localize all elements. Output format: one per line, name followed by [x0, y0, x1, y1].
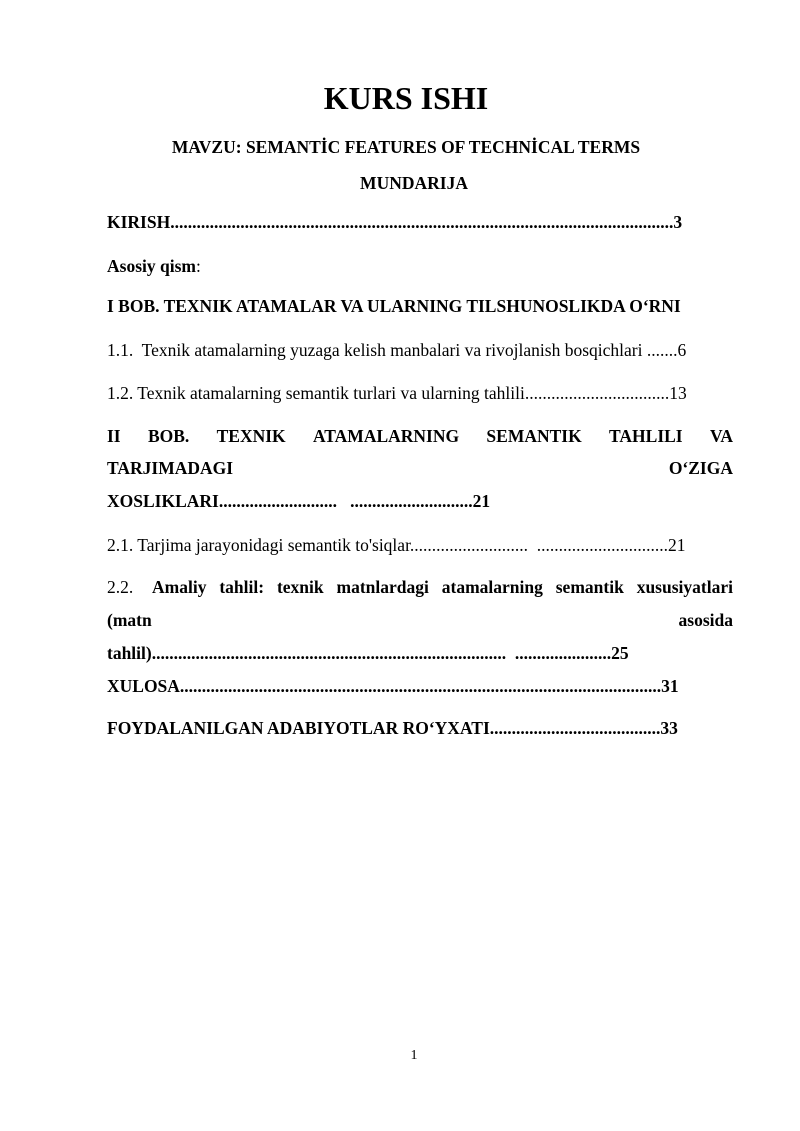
- toc-word: (matn: [107, 610, 152, 630]
- toc-chapter-2-line-3: XOSLIKLARI........................... ............................21: [107, 491, 491, 511]
- toc-word: xususiyatlari: [636, 577, 733, 597]
- toc-section-2-2-number: 2.2.: [107, 577, 138, 597]
- toc-word: TEXNIK: [216, 426, 286, 446]
- toc-entry-section-1-1: 1.1. Texnik atamalarning yuzaga kelish manbalari va rivojlanish bosqichlari .......6: [107, 340, 687, 360]
- toc-main-part-text: Asosiy qism: [107, 256, 196, 276]
- document-title: KURS ISHI: [323, 80, 489, 116]
- toc-word: matnlardagi: [336, 577, 429, 597]
- toc-entry-conclusion: XULOSA..............................................................................................................31: [107, 676, 679, 696]
- toc-entry-intro: KIRISH...................................................................................................................3: [107, 212, 683, 232]
- toc-word: O‘ZIGA: [668, 458, 733, 478]
- toc-word: texnik: [276, 577, 324, 597]
- toc-word: II: [107, 426, 121, 446]
- toc-chapter-2-line-1: [107, 428, 733, 446]
- toc-section-2-2-line-3: tahlil)................................................................................. ......................25: [107, 643, 629, 663]
- toc-word: asosida: [678, 610, 733, 630]
- toc-main-part-label: [107, 258, 201, 276]
- contents-heading: MUNDARIJA: [360, 173, 468, 193]
- toc-word: tahlil:: [219, 577, 265, 597]
- toc-main-part-colon: :: [195, 256, 201, 276]
- page-number: 1: [410, 1048, 418, 1063]
- toc-entry-references: FOYDALANILGAN ADABIYOTLAR RO‘YXATI.......................................33: [107, 718, 678, 738]
- toc-word: TARJIMADAGI: [107, 458, 234, 478]
- toc-word: atamalarning: [441, 577, 543, 597]
- toc-word: ATAMALARNING: [312, 426, 460, 446]
- toc-word: VA: [709, 426, 733, 446]
- document-topic: MAVZU: SEMANTİC FEATURES OF TECHNİCAL TERMS: [171, 137, 641, 157]
- toc-word: Amaliy: [152, 577, 207, 597]
- toc-word: BOB.: [147, 426, 190, 446]
- toc-entry-section-2-1: 2.1. Tarjima jarayonidagi semantik to'siqlar........................... ..............................21: [107, 535, 686, 555]
- toc-entry-chapter-1: I BOB. TEXNIK ATAMALAR VA ULARNING TILSHUNOSLIKDA O‘RNI: [107, 296, 681, 316]
- toc-section-2-2-line-1: [152, 579, 733, 597]
- toc-word: SEMANTIK: [486, 426, 582, 446]
- toc-word: semantik: [555, 577, 624, 597]
- toc-word: TAHLILI: [609, 426, 683, 446]
- toc-section-2-2-line-2: [107, 612, 733, 630]
- toc-entry-section-1-2: 1.2. Texnik atamalarning semantik turlari va ularning tahlili.................................13: [107, 383, 687, 403]
- toc-chapter-2-line-2: [107, 460, 733, 478]
